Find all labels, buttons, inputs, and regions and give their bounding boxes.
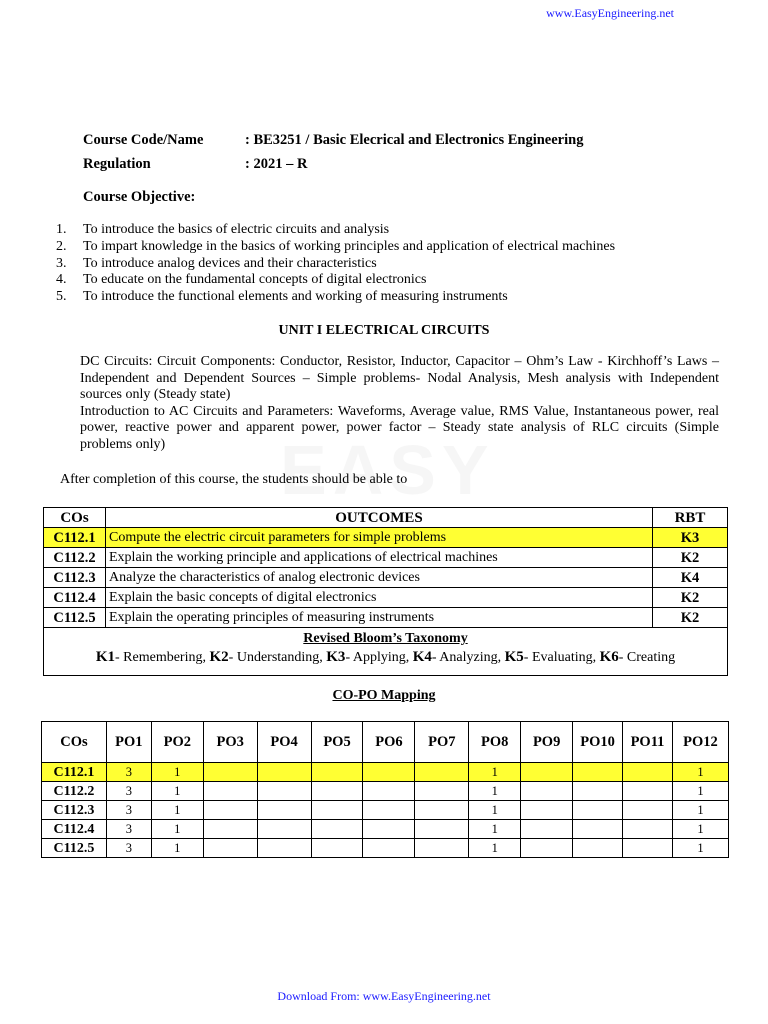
list-item: 4. To educate on the fundamental concepts of digital electronics (56, 272, 427, 288)
table-row: C112.2 3 1 1 1 (42, 782, 729, 801)
course-code-row (83, 132, 583, 149)
mapping-title: CO-PO Mapping (332, 688, 436, 703)
unit-paragraph-dc: DC Circuits: Circuit Components: Conductor, Resistor, Inductor, Capacitor – Ohm’s Law - Kirchhoff’s Laws –Independent and Dependent Sources – Simple problems- Nodal Analysis, Mesh analysis with Independent sources only (Steady state) (80, 354, 719, 403)
table-row: C112.1 Compute the electric circuit parameters for simple problems K3 (44, 528, 728, 548)
table-row: C112.4 3 1 1 1 (42, 820, 729, 839)
objective-heading: Course Objective: (83, 189, 196, 205)
site-link[interactable]: www.EasyEngineering.net (546, 6, 674, 20)
table-row: C112.4 Explain the basic concepts of digital electronics K2 (44, 588, 728, 608)
list-item: 3. To introduce analog devices and their characteristics (56, 255, 377, 271)
table-row: C112.3 3 1 1 1 (42, 801, 729, 820)
objectives-list (56, 222, 615, 306)
course-code-value: : BE3251 / Basic Elecrical and Electronics Engineering (245, 132, 584, 148)
list-item: 5. To introduce the functional elements and working of measuring instruments (56, 289, 508, 305)
bloom-cell (44, 628, 728, 676)
table-row: C112.2 Explain the working principle and applications of electrical machines K2 (44, 548, 728, 568)
list-item: 2. To impart knowledge in the basics of working principles and application of electrical machines (56, 238, 616, 254)
bloom-title: Revised Bloom’s Taxonomy (303, 631, 468, 646)
unit-paragraph-ac: Introduction to AC Circuits and Parameters: Waveforms, Average value, RMS Value, Instantaneous power, real power, reactive power and apparent power, power factor – Steady state analysis of RLC circuits (Simple problems only) (80, 403, 719, 452)
co-po-mapping-table (41, 721, 729, 858)
header-outcomes: OUTCOMES (106, 508, 653, 528)
header-cos: COs (44, 508, 106, 528)
table-header-row: COs PO1 PO2 PO3 PO4 PO5 PO6 PO7 PO8 PO9 PO10 PO11 PO12 (42, 722, 729, 763)
table-header-row (44, 508, 728, 528)
table-row: C112.5 3 1 1 1 (42, 839, 729, 858)
header-rbt: RBT (653, 508, 728, 528)
regulation-label: Regulation (83, 156, 151, 172)
regulation-row (83, 156, 307, 173)
footer-download-link[interactable]: Download From: www.EasyEngineering.net (277, 989, 491, 1003)
bloom-levels: K1- Remembering, K2- Understanding, K3- Applying, K4- Analyzing, K5- Evaluating, K6- Creating (95, 649, 676, 665)
after-completion-text: After completion of this course, the students should be able to (60, 472, 408, 487)
unit-body (80, 354, 719, 454)
table-row: C112.3 Analyze the characteristics of analog electronic devices K4 (44, 568, 728, 588)
regulation-value: : 2021 – R (245, 156, 308, 172)
list-item: 1. To introduce the basics of electric circuits and analysis (56, 222, 390, 237)
table-row: C112.5 Explain the operating principles of measuring instruments K2 (44, 608, 728, 628)
table-row: C112.1 3 1 1 1 (42, 763, 729, 782)
outcomes-table (43, 507, 728, 676)
bloom-row (44, 628, 728, 676)
course-code-label: Course Code/Name (83, 132, 204, 148)
unit-title: UNIT I ELECTRICAL CIRCUITS (278, 323, 490, 338)
